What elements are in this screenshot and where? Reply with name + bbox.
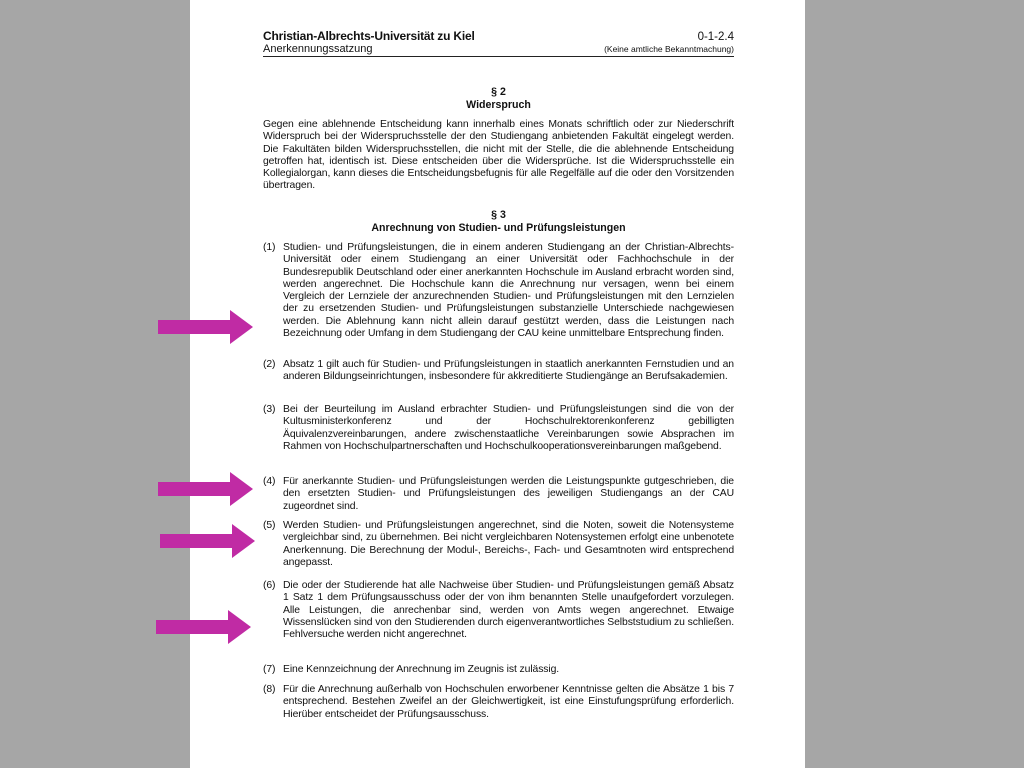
- section-2: [263, 86, 734, 193]
- section-3-title: Anrechnung von Studien- und Prüfungsleistungen: [371, 222, 626, 234]
- right-arrow-icon: [156, 610, 251, 644]
- document-subtitle: Anerkennungssatzung: [263, 43, 373, 55]
- paragraph-number: (1): [263, 242, 276, 253]
- document-code: 0-1-2.4: [697, 31, 734, 43]
- paragraph-text: Für anerkannte Studien- und Prüfungsleistungen werden die Leistungspunkte gutgeschrieben, die den ersetzten Studien- und Prüfungsleistungen des jeweiligen Studiengangs an der CAU zugeordnet sind.: [283, 476, 734, 512]
- section-2-number: § 2: [491, 86, 506, 98]
- paragraph-2: [263, 359, 734, 384]
- document-page: [190, 0, 805, 768]
- header-divider: [263, 56, 734, 57]
- paragraph-number: (4): [263, 476, 276, 487]
- section-2-title: Widerspruch: [466, 99, 531, 111]
- right-arrow-icon: [158, 472, 253, 506]
- paragraph-7: [263, 664, 734, 676]
- section-3-heading: [263, 209, 734, 235]
- paragraph-text: Absatz 1 gilt auch für Studien- und Prüfungsleistungen in staatlich anerkannten Fernstudien und an anderen Bildungseinrichtungen, insbesondere für akkreditierte Studiengänge an Berufsakademien.: [283, 359, 734, 383]
- header-top-row: [263, 29, 734, 43]
- paragraph-4: [263, 476, 734, 513]
- paragraph-number: (2): [263, 359, 276, 370]
- paragraph-text: Für die Anrechnung außerhalb von Hochschulen erworbener Kenntnisse gelten die Absätze 1 bis 7 entsprechend. Bestehen Zweifel an der Gleichwertigkeit, ist eine Einstufungsprüfung erforderlich. Hierüber entscheidet der Prüfungsausschuss.: [283, 684, 734, 720]
- university-name: Christian-Albrechts-Universität zu Kiel: [263, 29, 475, 43]
- paragraph-number: (6): [263, 580, 276, 591]
- paragraph-number: (3): [263, 404, 276, 415]
- header-bottom-row: [263, 43, 734, 55]
- right-arrow-icon: [158, 310, 253, 344]
- paragraph-text: Werden Studien- und Prüfungsleistungen angerechnet, sind die Noten, soweit die Notensysteme vergleichbar sind, zu übernehmen. Bei nicht vergleichbaren Notensystemen erfolgt eine unbenotete Anerkennung. Die Berechnung der Modul-, Bereichs-, Fach- und Gesamtnoten wird entsprechend angepasst.: [283, 520, 734, 568]
- right-arrow-icon: [160, 524, 255, 558]
- paragraph-text: Studien- und Prüfungsleistungen, die in einem anderen Studiengang an der Christian-Albrechts-Universität oder einem Studiengang an einer Universität oder Fachhochschule in der Bundesrepublik Deutschland oder einer anerkannten Hochschule im Ausland erbracht worden sind, werden angerechnet. Die Hochschule kann die Anrechnung nur versagen, wenn bei einem Vergleich der Lernziele der anzurechnenden Studien- und Prüfungsleistungen mit den Lernzielen der zu ersetzenden Studien- und Prüfungsleistungen substanzielle Unterschiede nachgewiesen werden. Die Ablehnung kann nicht allein darauf gestützt werden, dass die Leistungen nach Bezeichnung oder Umfang in dem Studiengang der CAU keine unmittelbare Entsprechung finden.: [283, 242, 734, 340]
- paragraph-3: [263, 404, 734, 453]
- paragraph-1: [263, 242, 734, 340]
- section-2-text: Gegen eine ablehnende Entscheidung kann innerhalb eines Monats schriftlich oder zur Niederschrift Widerspruch bei der Widerspruchsstelle der den Studiengang anbietenden Fakultät eingelegt werden. Die Fakultäten bilden Widerspruchsstellen, die nicht mit der Stelle, die die ablehnende Entscheidung getroffen hat, identisch ist. Diese entscheiden über die Widersprüche. Ist die Widerspruchsstelle ein Kollegialorgan, kann dieses die Entscheidungsbefugnis für alle Regelfälle auf die oder den Vorsitzenden übertragen.: [263, 119, 734, 192]
- paragraph-number: (5): [263, 520, 276, 531]
- document-content: [263, 29, 734, 720]
- paragraph-5: [263, 520, 734, 569]
- section-3-number: § 3: [491, 209, 506, 221]
- paragraph-number: (8): [263, 684, 276, 695]
- paragraph-text: Bei der Beurteilung im Ausland erbrachter Studien- und Prüfungsleistungen sind die von der Kultusministerkonferenz und der Hochschulrektorenkonferenz gebilligten Äquivalenzvereinbarungen, andere zwischenstaatliche Vereinbarungen sowie Absprachen im Rahmen von Hochschulpartnerschaften und Hochschulkooperationsvereinbarungen maßgebend.: [283, 404, 734, 452]
- paragraph-text: Eine Kennzeichnung der Anrechnung im Zeugnis ist zulässig.: [283, 664, 560, 675]
- document-note: (Keine amtliche Bekanntmachung): [604, 44, 734, 54]
- paragraph-8: [263, 684, 734, 721]
- paragraph-text: Die oder der Studierende hat alle Nachweise über Studien- und Prüfungsleistungen gemäß Absatz 1 Satz 1 dem Prüfungsausschuss oder der von ihm benannten Stelle unaufgefordert vorzulegen. Alle Leistungen, die anrechenbar sind, werden von Amts wegen angerechnet. Etwaige Wissenslücken sind von den Studierenden durch eigenverantwortliches Selbststudium zu schließen. Fehlversuche werden nicht angerechnet.: [283, 580, 734, 641]
- paragraph-6: [263, 580, 734, 641]
- paragraph-number: (7): [263, 664, 276, 675]
